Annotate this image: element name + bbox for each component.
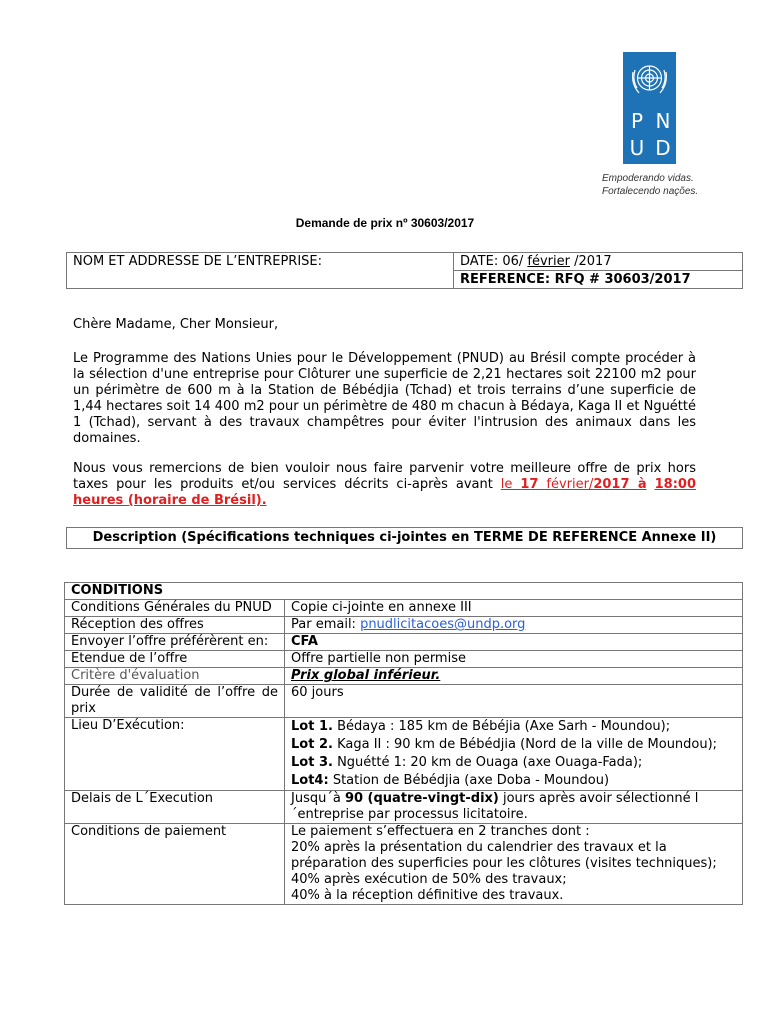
header-table (66, 252, 743, 289)
slogan-line-2: Fortalecendo nações. (602, 186, 699, 197)
cgp-value: Copie ci-jointe en annexe III (285, 600, 743, 617)
reception-prefix: Par email: (291, 617, 361, 632)
logo-letter-n: N (655, 109, 671, 133)
undp-logo-box (623, 52, 676, 164)
conditions-header: CONDITIONS (65, 583, 743, 600)
paragraph-1: Le Programme des Nations Unies pour le Développement (PNUD) au Brésil compte procéder à la sélection d'une entreprise pour Clôturer une superficie de 2,21 hectares soit 22100 m2 pour un périmètre de 600 m à la Station de Bébédjia (Tchad) et trois terrains d’une superficie de 1,44 hectares soit 14 400 m2 pour un périmètre de 480 m chacun à Bédaya, Kaga II et Nguétté 1 (Tchad), servant à des travaux champêtres pour éviter l'intrusion des animaux dans les domaines. (73, 351, 696, 446)
paragraph-2-text: Nous vous remercions de bien vouloir nous faire parvenir votre meilleure offre de prix hors taxes pour les produits et/ou services décrits ci-après avant (73, 461, 696, 492)
delay-bold: 90 (quatre-vingt-dix) (344, 791, 499, 806)
lot-3-label: Lot 3. (291, 755, 333, 770)
deadline-day: 17 (520, 477, 539, 492)
lot-4-text: Station de Bébédjia (axe Doba - Moundou) (328, 773, 610, 788)
table-row (65, 718, 743, 791)
reception-label: Réception des offres (65, 617, 285, 634)
greeting: Chère Madame, Cher Monsieur, (73, 317, 279, 332)
cgp-label: Conditions Générales du PNUD (65, 600, 285, 617)
table-row (65, 600, 743, 617)
deadline-le: le (500, 477, 521, 492)
place-label: Lieu D’Exécution: (65, 718, 285, 791)
date-label: DATE: (460, 254, 499, 269)
lot-4 (291, 772, 736, 790)
company-label: NOM ET ADDRESSE DE L’ENTREPRISE: (73, 254, 323, 269)
date-cell (454, 253, 743, 271)
payment-line-2: 20% après la présentation du calendrier des travaux et la préparation des superficies pour les clôtures (visites techniques); (291, 840, 717, 871)
reference-cell: REFERENCE: RFQ # 30603/2017 (454, 271, 743, 289)
lot-1 (291, 718, 736, 736)
lot-4-label: Lot4: (291, 773, 329, 788)
slogan-line-1: Empoderando vidas. (602, 173, 694, 184)
lot-2-text: Kaga II : 90 km de Bébédjia (Nord de la ville de Moundou); (332, 737, 718, 752)
logo-letter-d: D (655, 136, 671, 160)
validity-label: Durée de validité de l’offre de prix (65, 685, 285, 718)
lot-3-text: Nguétté 1: 20 km de Ouaga (axe Ouaga-Fada); (332, 755, 643, 770)
un-emblem-icon (627, 58, 672, 102)
lot-3 (291, 754, 736, 772)
criteria-value: Prix global inférieur. (285, 668, 743, 685)
date-year: /2017 (574, 254, 612, 269)
delay-label: Delais de L´Execution (65, 791, 285, 824)
table-row (65, 617, 743, 634)
date-month: février (527, 254, 570, 269)
logo-letter-p: P (630, 109, 644, 133)
document-title: Demande de prix nº 30603/2017 (295, 216, 475, 230)
description-box: Description (Spécifications techniques ci-jointes en TERME DE REFERENCE Annexe II) (66, 527, 743, 549)
criteria-label: Critère d'évaluation (65, 668, 285, 685)
table-row (65, 685, 743, 718)
undp-logo (602, 52, 702, 198)
delay-prefix: Jusqu´à (291, 791, 345, 806)
deadline-time: 18:00 heures (horaire de Brésil). (73, 477, 696, 508)
scope-label: Etendue de l’offre (65, 651, 285, 668)
payment-line-3: 40% après exécution de 50% des travaux; (291, 872, 567, 887)
table-row (65, 651, 743, 668)
paragraph-2 (73, 461, 696, 509)
lot-2 (291, 736, 736, 754)
lot-2-label: Lot 2. (291, 737, 333, 752)
table-row (65, 824, 743, 905)
logo-letter-u: U (629, 136, 645, 160)
date-day: 06/ (502, 254, 524, 269)
lot-1-label: Lot 1. (291, 719, 333, 734)
conditions-table (64, 582, 743, 905)
currency-value: CFA (285, 634, 743, 651)
scope-value: Offre partielle non permise (285, 651, 743, 668)
payment-label: Conditions de paiement (65, 824, 285, 905)
delay-value (285, 791, 743, 824)
reception-email-link[interactable]: pnudlicitacoes@undp.org (360, 617, 526, 632)
company-cell (67, 253, 454, 289)
logo-slogan (602, 172, 722, 198)
table-row (65, 634, 743, 651)
table-row (65, 791, 743, 824)
place-value (285, 718, 743, 791)
validity-value: 60 jours (285, 685, 743, 718)
reception-value (285, 617, 743, 634)
payment-line-1: Le paiement s’effectuera en 2 tranches dont : (291, 824, 590, 839)
table-row (65, 668, 743, 685)
payment-line-4: 40% à la réception définitive des travaux. (291, 888, 564, 903)
deadline-month: février/ (538, 477, 594, 492)
delay-suffix: jours après avoir sélectionné l´entreprise par processus licitatoire. (291, 791, 699, 822)
deadline-year: 2017 à (593, 477, 647, 492)
lot-1-text: Bédaya : 185 km de Bébéjia (Axe Sarh - Moundou); (332, 719, 671, 734)
payment-value (285, 824, 743, 905)
currency-label: Envoyer l’offre préférèrent en: (65, 634, 285, 651)
